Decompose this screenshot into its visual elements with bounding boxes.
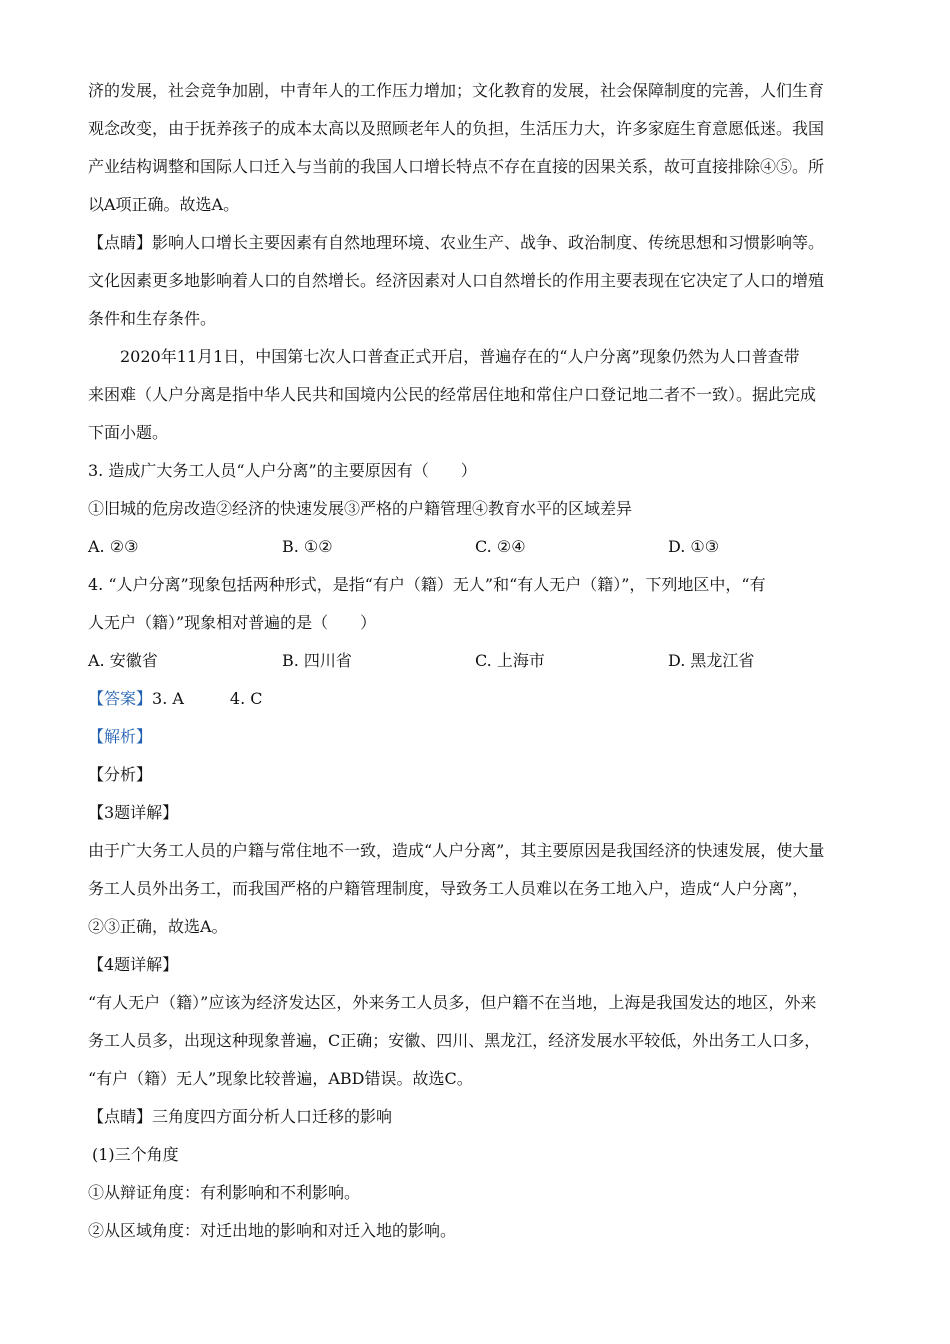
jiexi-label: 【解析】 (88, 727, 153, 746)
detail-4-title: 【4题详解】 (88, 955, 179, 974)
detail-4-line: “有户（籍）无人”现象比较普遍，ABD错误。故选C。 (88, 1069, 473, 1088)
answer-label: 【答案】 (88, 689, 153, 708)
q4-option-d: D. 黑龙江省 (668, 651, 755, 670)
fenxi-label: 【分析】 (88, 765, 153, 784)
detail-3-title: 【3题详解】 (88, 803, 179, 822)
question-3-stem: 3. 造成广大务工人员“人户分离”的主要原因有（ ） (88, 461, 477, 480)
dianjing-line: 条件和生存条件。 (88, 309, 217, 328)
material-line: 来困难（人户分离是指中华人民共和国境内公民的经常居住地和常住户口登记地二者不一致）。据此完成 (88, 385, 817, 404)
q3-option-b: B. ①② (282, 537, 333, 556)
detail-3-line: 务工人员外出务工，而我国严格的户籍管理制度，导致务工人员难以在务工地入户，造成“人户分离”， (88, 879, 809, 898)
answer-line (88, 688, 263, 710)
detail-4-line: 务工人员多，出现这种现象普遍，C正确；安徽、四川、黑龙江，经济发展水平较低，外出务工人口多， (88, 1031, 821, 1050)
question-4-stem: 4. “人户分离”现象包括两种形式，是指“有户（籍）无人”和“有人无户（籍）”，下列地区中，“有 (88, 575, 766, 594)
detail-3-line: ②③正确，故选A。 (88, 917, 228, 936)
dianjing-2-item: (1)三个角度 (92, 1145, 179, 1164)
q4-option-a: A. 安徽省 (88, 651, 158, 670)
material-line: 下面小题。 (88, 423, 169, 442)
text-line: 以A项正确。故选A。 (88, 195, 240, 214)
answer-3: 3. A (152, 689, 184, 708)
question-3-choices: ①旧城的危房改造②经济的快速发展③严格的户籍管理④教育水平的区域差异 (88, 499, 633, 518)
text-line: 产业结构调整和国际人口迁入与当前的我国人口增长特点不存在直接的因果关系，故可直接排除④⑤。所 (88, 157, 825, 176)
q3-option-a: A. ②③ (88, 537, 139, 556)
text-line: 观念改变，由于抚养孩子的成本太高以及照顾老年人的负担，生活压力大，许多家庭生育意愿低迷。我国 (88, 119, 825, 138)
q3-option-d: D. ①③ (668, 537, 720, 556)
detail-3-line: 由于广大务工人员的户籍与常住地不一致，造成“人户分离”，其主要原因是我国经济的快速发展，使大量 (88, 841, 825, 860)
q4-option-c: C. 上海市 (475, 651, 545, 670)
dianjing-2-item: ②从区域角度：对迁出地的影响和对迁入地的影响。 (88, 1221, 457, 1240)
dianjing-2-title: 【点睛】三角度四方面分析人口迁移的影响 (88, 1107, 393, 1126)
q4-option-b: B. 四川省 (282, 651, 352, 670)
dianjing-line: 文化因素更多地影响着人口的自然增长。经济因素对人口自然增长的作用主要表现在它决定了人口的增殖 (88, 271, 825, 290)
dianjing-2-item: ①从辩证角度：有利影响和不利影响。 (88, 1183, 361, 1202)
answer-4: 4. C (229, 689, 263, 708)
dianjing-line: 【点睛】影响人口增长主要因素有自然地理环境、农业生产、战争、政治制度、传统思想和习惯影响等。 (88, 233, 825, 252)
text-line: 济的发展，社会竞争加剧，中青年人的工作压力增加；文化教育的发展，社会保障制度的完善，人们生育 (88, 81, 825, 100)
question-4-stem: 人无户（籍）”现象相对普遍的是（ ） (88, 613, 377, 632)
q3-option-c: C. ②④ (475, 537, 526, 556)
material-line: 2020年11月1日，中国第七次人口普查正式开启，普遍存在的“人户分离”现象仍然为人口普查带 (120, 347, 800, 366)
detail-4-line: “有人无户（籍）”应该为经济发达区，外来务工人员多，但户籍不在当地，上海是我国发达的地区，外来 (88, 993, 817, 1012)
